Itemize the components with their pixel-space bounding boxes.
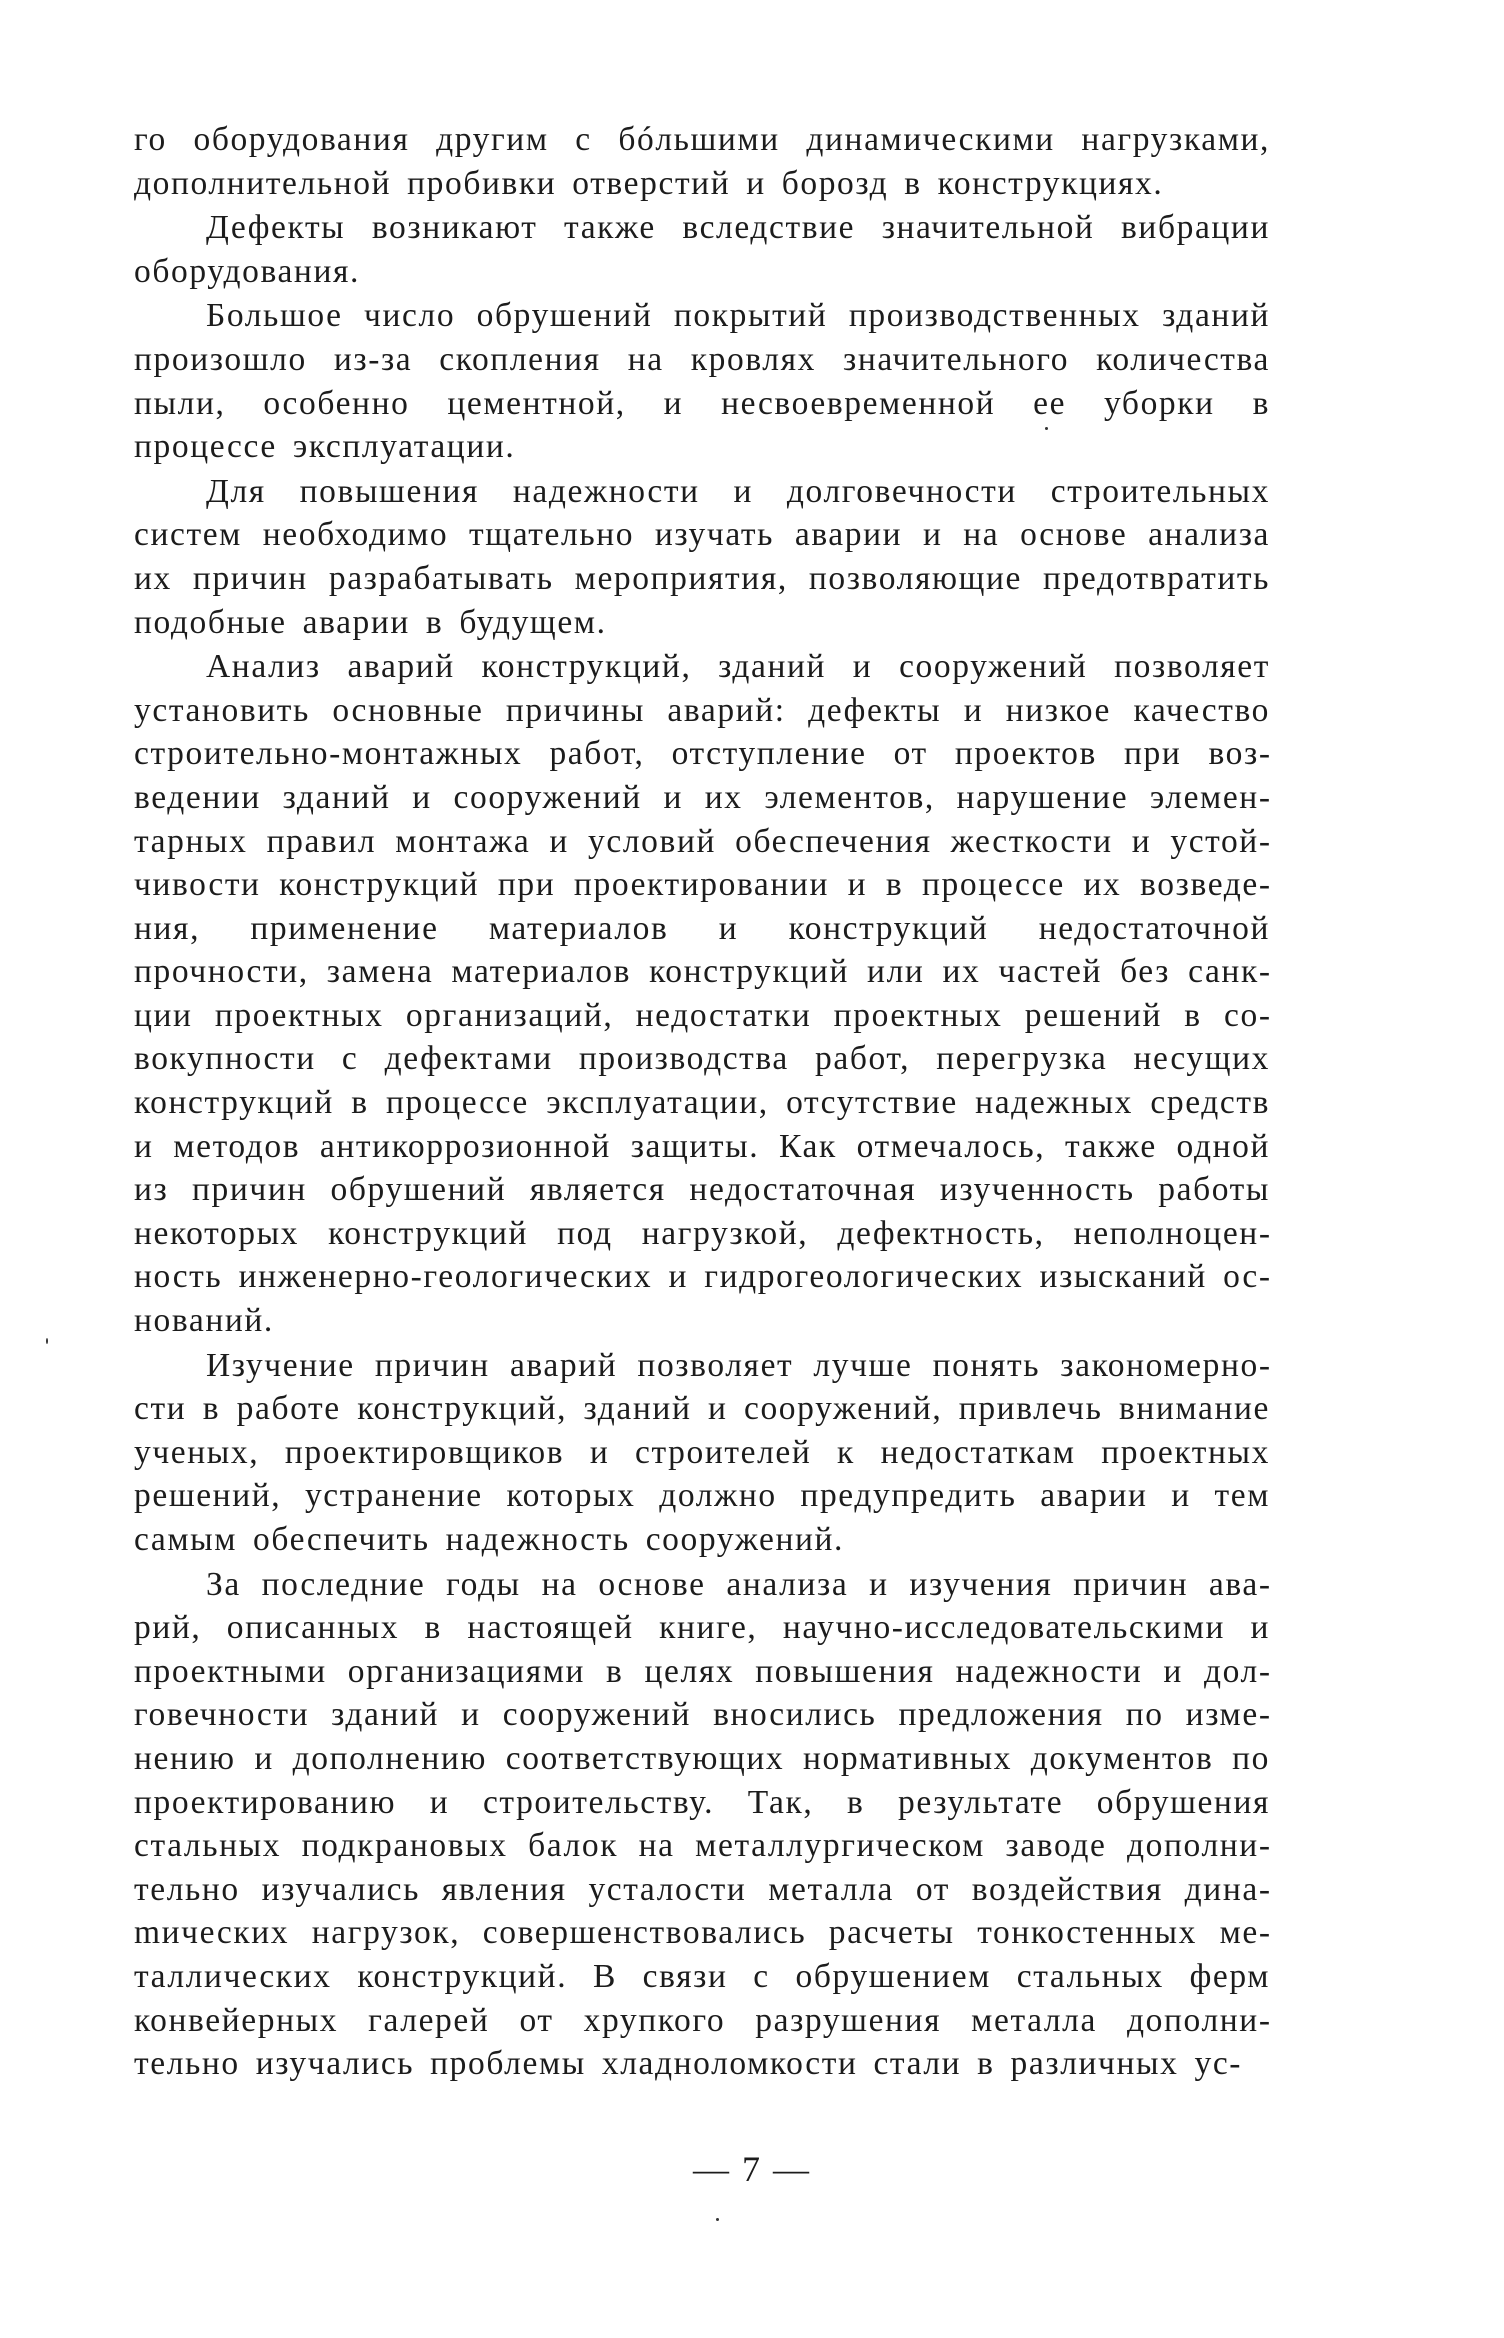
scan-speck — [1045, 427, 1048, 430]
paragraph-6: Изучение причин аварий позволяет лучше понять закономерности в работе конструкций, зданий и сооружений, привлечь внимание ученых, проектировщиков и строителей к недостаткам проектных решений, устранение которых должно предупредить аварии и тем самым обеспечить надежность сооружений. — [134, 1346, 1270, 1558]
paragraph-3: Большое число обрушений покрытий производственных зданий произошло из-за скопления на кровлях значительного количества пыли, особенно цементной, и несвоевременной ее уборки в процессе эксплуатации. — [134, 297, 1270, 466]
paragraph-4: Для повышения надежности и долговечности строительных систем необходимо тщательно изучать аварии и на основе анализа их причин разрабатывать мероприятия, позволяющие предотвратить подобные аварии в будущем. — [134, 472, 1270, 641]
paragraph-2: Дефекты возникают также вследствие значительной вибрации оборудования. — [134, 209, 1270, 290]
page-number: — 7 — — [693, 2149, 811, 2189]
scan-speck — [46, 1338, 48, 1344]
paragraph-1: го оборудования другим с бóльшими динамическими нагрузками, дополнительной пробивки отверстий и борозд в конструкциях. — [134, 121, 1270, 202]
scan-speck — [716, 2218, 719, 2221]
paragraph-7: За последние годы на основе анализа и изучения причин аварий, описанных в настоящей книге, научно-исследовательскими и проектными организациями в целях повышения надежности и долговечности зданий и сооружений вносились предложения по изменению и дополнению соответствующих нормативных документов по проектированию и строительству. Так, в результате обрушения стальных подкрановых балок на металлургическом заводе дополнительно изучались явления усталости металла от воздействия динаmических нагрузок, совершенствовались расчеты тонкостенных металлических конструкций. В связи с обрушением стальных ферм конвейерных галерей от хрупкого разрушения металла дополнительно изучались проблемы хладноломкости стали в различных ус- — [134, 1565, 1270, 2083]
paragraph-5: Анализ аварий конструкций, зданий и сооружений позволяет установить основные причины аварий: дефекты и низкое качество строительно-монтажных работ, отступление от проектов при возведении зданий и сооружений и их элементов, нарушение элементарных правил монтажа и условий обеспечения жесткости и устойчивости конструкций при проектировании и в процессе их возведения, применение материалов и конструкций недостаточной прочности, замена материалов конструкций или их частей без санкции проектных организаций, недостатки проектных решений в совокупности с дефектами производства работ, перегрузка несущих конструкций в процессе эксплуатации, отсутствие надежных средств и методов антикоррозионной защиты. Как отмечалось, также одной из причин обрушений является недостаточная изученность работы некоторых конструкций под нагрузкой, дефектность, неполноценность инженерно-геологических и гидрогеологических изысканий оснований. — [134, 648, 1270, 1340]
body-text — [134, 118, 1270, 2086]
